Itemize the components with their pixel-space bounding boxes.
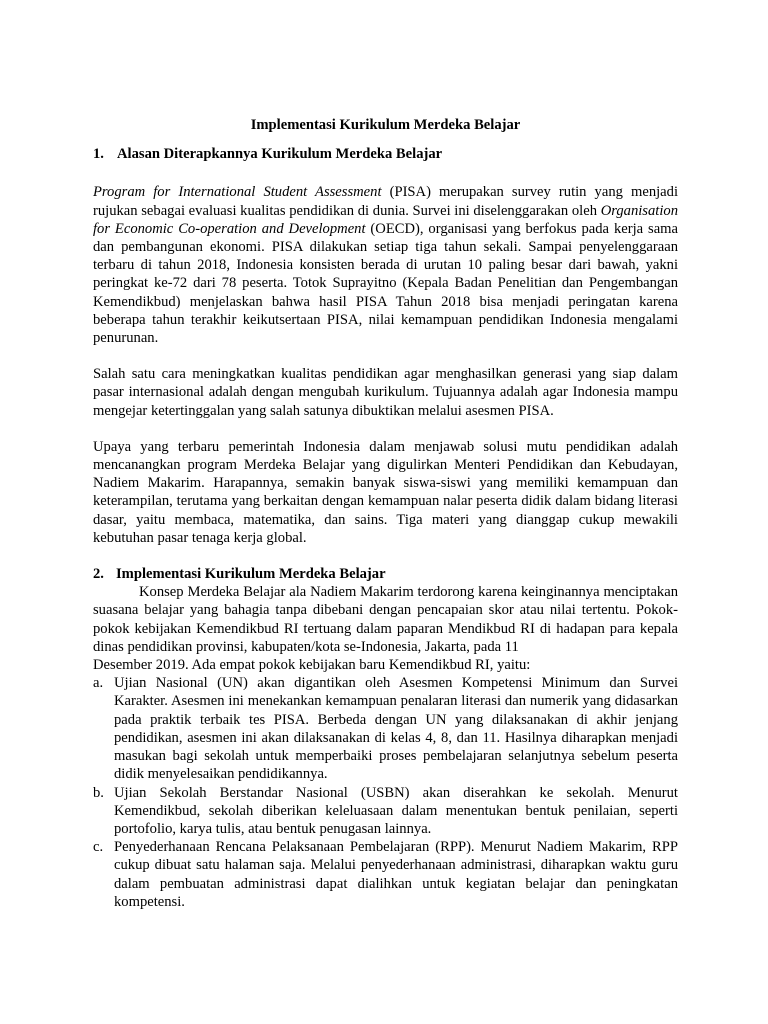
pisa-full-name: Program for International Student Assessment [93,184,382,201]
list-marker: c. [93,839,104,856]
policy-list [93,674,678,911]
list-item-text: Penyederhanaan Rencana Pelaksanaan Pembelajaran (RPP). Menurut Nadiem Makarim, RPP cukup dibuat satu halaman saja. Melalui penyederhanaan administrasi, diharapkan waktu guru dalam pembuatan administrasi dapat dialihkan untuk kegiatan belajar dan peningkatan kompetensi. [114,839,678,910]
section-2-paragraph-1: Konsep Merdeka Belajar ala Nadiem Makarim terdorong karena keinginannya menciptakan suasana belajar yang bahagia tanpa dibebani dengan pencapaian skor atau nilai tertentu. Pokok-pokok kebijakan Kemendikbud RI tertuang dalam paparan Mendikbud RI di hadapan para kepala dinas pendidikan provinsi, kabupaten/kota se-Indonesia, Jakarta, pada 11 [93,584,678,655]
list-item [93,838,678,911]
list-item-text: Ujian Sekolah Berstandar Nasional (USBN) akan diserahkan ke sekolah. Menurut Kemendikbud, sekolah diberikan keleluasaan dalam menentukan bentuk penilaian, seperti portofolio, karya tulis, atau bentuk penugasan lainnya. [114,784,678,837]
oecd-full-name: Organisation for Economic Co-operation and Development [93,202,678,237]
list-item [93,784,678,839]
section-1-heading [93,145,678,163]
section-1-paragraph-1 [93,183,678,347]
list-marker: b. [93,784,104,801]
section-2-heading [93,565,678,583]
section-1-number: 1. [93,146,104,163]
paragraph-text: (PISA) merupakan survey rutin yang menjadi rujukan sebagai evaluasi kualitas pendidikan di dunia. Survei ini diselenggarakan oleh [93,184,679,219]
list-item-text: Ujian Nasional (UN) akan digantikan oleh Asesmen Kompetensi Minimum dan Survei Karakter. Asesmen ini menekankan kemampuan penalaran literasi dan numerik yang didasarkan pada praktik terbaik tes PISA. Berbeda dengan UN yang dilaksanakan di akhir jenjang pendidikan, asesmen ini akan dilaksanakan di kelas 4, 8, dan 11. Hasilnya diharapkan menjadi masukan bagi sekolah untuk memperbaiki proses pembelajaran selanjutnya sebelum peserta didik menyelesaikan pendidikannya. [114,675,678,783]
paragraph-text: (OECD), organisasi yang berfokus pada kerja sama dan pembangunan ekonomi. PISA dilakukan setiap tiga tahun sekali. Sampai penyelenggaraan terbaru di tahun 2018, Indonesia konsisten berada di urutan 10 paling besar dari bawah, yakni peringkat ke-72 dari 78 peserta. Totok Suprayitno (Kepala Badan Penelitian dan Pengembangan Kemendikbud) menjelaskan bahwa hasil PISA Tahun 2018 bisa menjadi peringatan karena beberapa tahun terakhir keikutsertaan PISA, nilai kemampuan pendidikan Indonesia mengalami penurunan. [93,220,678,347]
section-1-paragraph-2: Salah satu cara meningkatkan kualitas pendidikan agar menghasilkan generasi yang siap dalam pasar internasional adalah dengan mengubah kurikulum. Tujuannya adalah agar Indonesia mampu mengejar ketertinggalan yang salah satunya dibuktikan melalui asesmen PISA. [93,366,678,419]
list-item [93,674,678,783]
section-2-number: 2. [93,566,104,583]
list-marker: a. [93,675,104,692]
section-2-title: Implementasi Kurikulum Merdeka Belajar [116,566,386,583]
section-1-title: Alasan Diterapkannya Kurikulum Merdeka Belajar [117,146,443,163]
section-1-paragraph-3: Upaya yang terbaru pemerintah Indonesia dalam menjawab solusi mutu pendidikan adalah mencanangkan program Merdeka Belajar yang digulirkan Menteri Pendidikan dan Kebudayan, Nadiem Makarim. Harapannya, semakin banyak siswa-siswi yang memiliki kemampuan dan keterampilan, terutama yang berkaitan dengan kemampuan nalar peserta didik dalam bidang literasi dasar, yaitu membaca, matematika, dan sains. Tiga materi yang dianggap cukup mewakili kebutuhan pasar tenaga kerja global. [93,438,678,546]
section-2-paragraph-2: Desember 2019. Ada empat pokok kebijakan baru Kemendikbud RI, yaitu: [93,657,531,674]
document-title: Implementasi Kurikulum Merdeka Belajar [250,117,521,133]
